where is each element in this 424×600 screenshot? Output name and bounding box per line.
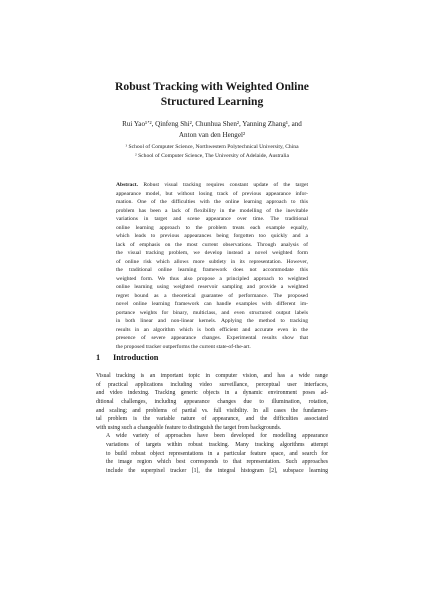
paragraph-line: the image region which best corresponds to that representation. Such approaches — [106, 459, 328, 466]
author-line: Rui Yao¹ʼ², Qinfeng Shi², Chunhua Shen², Yanning Zhang¹, and — [122, 120, 302, 128]
title-line: Robust Tracking with Weighted Online — [115, 80, 309, 93]
abstract — [116, 181, 308, 351]
body-text — [96, 372, 328, 476]
paragraph-line: A wide variety of approaches have been developed for modelling appearance — [106, 433, 328, 440]
paragraph-line: with using such a changeable feature to distinguish the target from backgrounds. — [96, 424, 282, 431]
abstract-line: portance weights for binary, multiclass, and even structured output labels — [116, 309, 308, 316]
paragraph-line: and video indexing. Tracking generic objects in a dynamic environment poses ad- — [96, 390, 328, 397]
paragraph-line: of practical applications including video surveillance, perceptual user interfaces, — [96, 381, 328, 388]
paragraph — [96, 372, 328, 432]
abstract-line: presence of severe appearance changes. Experimental results show that — [116, 335, 308, 342]
abstract-label: Abstract. — [116, 182, 139, 188]
section-heading — [96, 353, 158, 362]
abstract-line: results in an algorithm which is both efficient and accurate even in the — [116, 326, 308, 333]
section-number: 1 — [96, 353, 101, 362]
abstract-line: lack of emphasis on the most current observations. Through analysis of — [116, 241, 308, 248]
abstract-line: which leads to previous appearances being forgotten too quickly and a — [116, 233, 308, 240]
affiliation-line: ¹ School of Computer Science, Northwestern Polytechnical University, China — [125, 144, 299, 150]
abstract-line: of online risk which allows more subtlety in its representation. However, — [116, 258, 308, 265]
abstract-line: problem has been a lack of flexibility in the modelling of the inevitable — [116, 207, 308, 214]
abstract-line: the proposed tracker outperforms the current state-of-the-art. — [116, 343, 251, 350]
abstract-line: the visual tracking problem, we develop instead a novel weighted form — [116, 250, 308, 257]
abstract-line: mation. One of the difficulties with the online learning approach to this — [116, 199, 308, 206]
paragraph-line: tal problem is the variable nature of appearance, and the difficulties associated — [96, 416, 328, 423]
abstract-line: Abstract. Robust visual tracking requires constant update of the target — [116, 182, 308, 188]
abstract-line: weighted form. We thus also propose a principled approach to weighted — [116, 275, 308, 282]
abstract-line: the traditional online learning framework does not accommodate this — [116, 267, 308, 274]
abstract-line: online learning using weighted reservoir sampling and provide a weighted — [116, 284, 308, 291]
section-title: Introduction — [113, 353, 159, 362]
affiliations — [0, 143, 424, 160]
paragraph-line: Visual tracking is an important topic in computer vision, and has a wide range — [96, 373, 328, 379]
title-line: Structured Learning — [160, 95, 264, 108]
paragraph-line: and scaling; and problems of partial vs. full visibility. In all cases the fundamen- — [96, 407, 328, 414]
affiliation-line: ² School of Computer Science, The University of Adelaide, Australia — [135, 152, 289, 159]
abstract-line: variations in target and scene appearance over time. The traditional — [116, 216, 308, 223]
abstract-line: novel online learning framework can handle examples with different im- — [116, 301, 308, 308]
paragraph-line: variations of targets within robust tracking. Many tracking algorithms attempt — [106, 442, 328, 448]
abstract-line: appearance model, but without losing track of previous appearance infor- — [116, 190, 308, 197]
abstract-line: in both linear and non-linear kernels. Applying the method to tracking — [116, 318, 308, 325]
abstract-line: online learning approach to the problem treats each example equally, — [116, 224, 308, 231]
paper-title — [0, 79, 424, 109]
paragraph-line: include the superpixel tracker [1], the integral histogram [2], subspace learning — [106, 467, 328, 474]
paragraph — [96, 432, 328, 475]
paragraph-line: ditional challenges, including appearance changes due to illumination, rotation, — [96, 398, 328, 405]
paragraph-line: to build robust object representations in a particular feature space, and search for — [106, 450, 328, 457]
abstract-line: regret bound as a theoretical guarantee of performance. The proposed — [116, 292, 308, 299]
author-line: Anton van den Hengel² — [178, 130, 246, 139]
author-list — [0, 119, 424, 140]
